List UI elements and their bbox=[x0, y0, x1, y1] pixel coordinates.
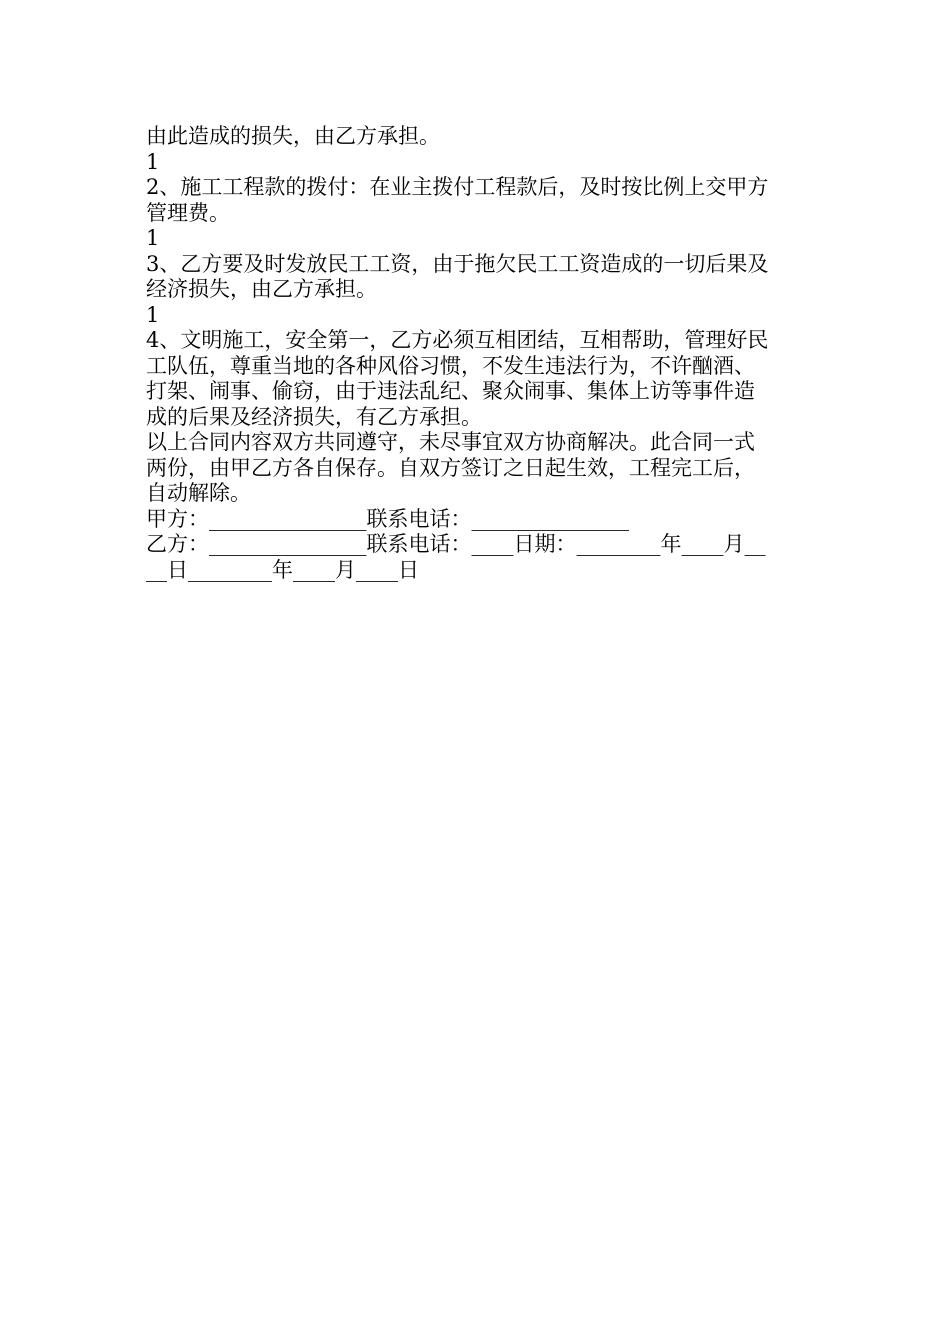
text-line: 由此造成的损失，由乙方承担。 bbox=[146, 124, 440, 148]
page-number-marker: 1 bbox=[146, 149, 160, 174]
clause-3-line-2: 经济损失，由乙方承担。 bbox=[146, 277, 377, 301]
party-b-signature-line: 乙方：_______________联系电话：____日期：________年____月__ bbox=[146, 532, 766, 556]
contract-text bbox=[146, 124, 810, 583]
clause-2-line-1: 2、施工工程款的拨付：在业主拨付工程款后，及时按比例上交甲方 bbox=[146, 175, 769, 199]
closing-line-1: 以上合同内容双方共同遵守，未尽事宜双方协商解决。此合同一式 bbox=[146, 430, 755, 454]
clause-4-line-3: 打架、闹事、偷窃，由于违法乱纪、聚众闹事、集体上访等事件造 bbox=[146, 379, 755, 403]
clause-4-line-4: 成的后果及经济损失，有乙方承担。 bbox=[146, 404, 482, 429]
date-line: __日________年____月____日 bbox=[146, 557, 419, 582]
page-number-marker: 1 bbox=[146, 302, 160, 327]
clause-4-line-1: 4、文明施工，安全第一，乙方必须互相团结，互相帮助，管理好民 bbox=[146, 328, 769, 352]
closing-line-3: 自动解除。 bbox=[146, 481, 251, 505]
clause-4-line-2: 工队伍，尊重当地的各种风俗习惯，不发生违法行为，不许酗酒、 bbox=[146, 353, 755, 378]
page-number-marker: 1 bbox=[146, 226, 160, 250]
closing-line-2: 两份，由甲乙方各自保存。自双方签订之日起生效，工程完工后， bbox=[146, 455, 755, 480]
party-a-signature-line: 甲方：_______________联系电话：_______________ bbox=[146, 506, 629, 531]
clause-2-line-2: 管理费。 bbox=[146, 200, 230, 225]
clause-3-line-1: 3、乙方要及时发放民工工资，由于拖欠民工工资造成的一切后果及 bbox=[146, 251, 769, 276]
